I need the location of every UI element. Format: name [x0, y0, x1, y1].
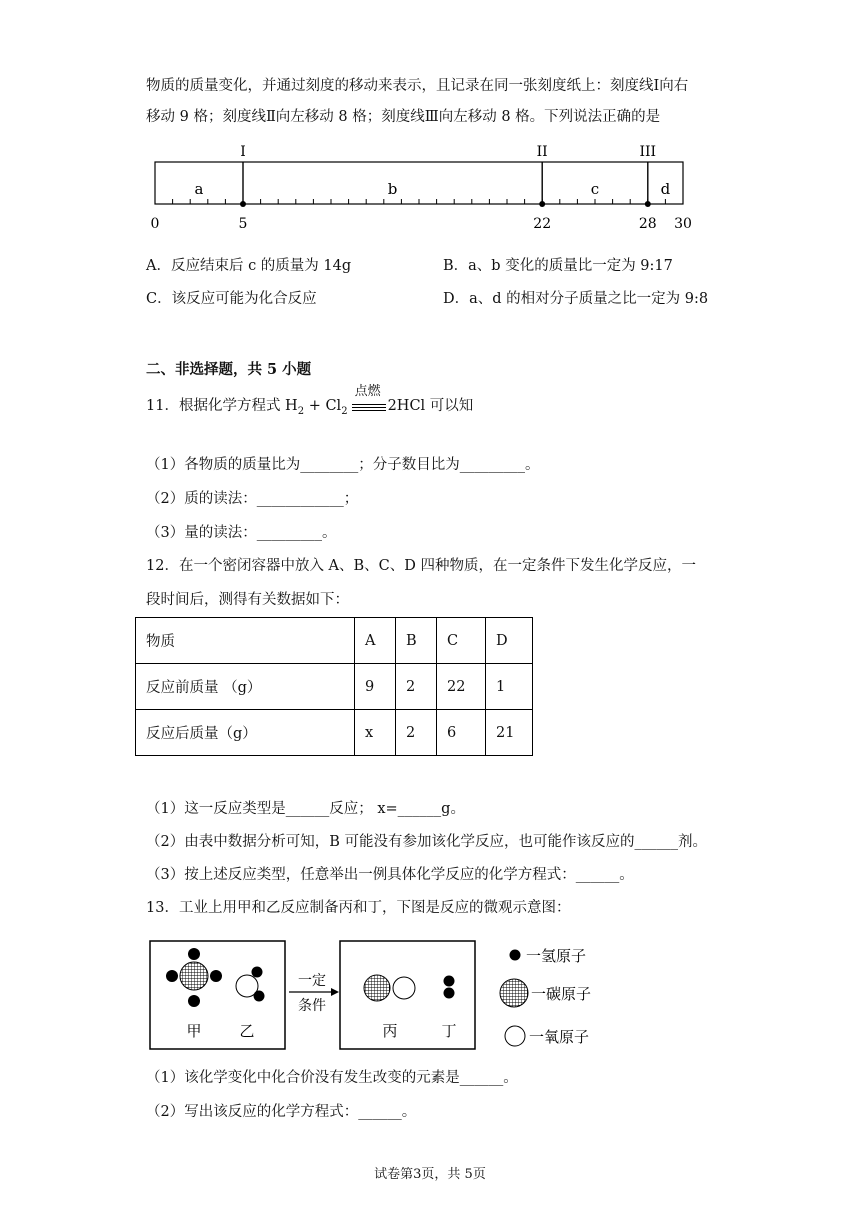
q11-part-2: （2）质的读法：____________；	[146, 491, 359, 507]
section-2-title: 二、非选择题，共 5 小题	[146, 361, 312, 378]
tick-label-28: 28	[638, 216, 657, 232]
marker-dot-3	[645, 201, 651, 207]
label-bing: 丙	[382, 1022, 398, 1040]
table-row	[136, 710, 533, 756]
table-cell: 6	[437, 710, 486, 756]
q12-data-table	[135, 617, 533, 756]
intro-line-1: 物质的质量变化，并通过刻度的移动来表示，且记录在同一张刻度纸上：刻度线Ⅰ向右	[146, 78, 689, 94]
label-jia: 甲	[186, 1022, 202, 1040]
q11-sub-h: 2	[297, 405, 305, 417]
region-label-b: b	[387, 180, 398, 198]
page-footer: 试卷第3页，共 5页	[374, 1167, 486, 1182]
arrow-label-top: 一定	[298, 973, 326, 989]
condition-label: 点燃	[354, 384, 381, 399]
marker-label-1: I	[240, 144, 246, 160]
hydrogen-atom-icon	[510, 950, 521, 961]
oxygen-atom-icon	[505, 1026, 525, 1046]
q12-line-2: 段时间后，测得有关数据如下：	[146, 592, 349, 608]
table-header-row	[136, 618, 533, 664]
table-cell: B	[396, 618, 437, 664]
q12-part-1: （1）这一反应类型是______反应； x=______g。	[146, 801, 465, 817]
table-cell: 9	[355, 664, 396, 710]
table-cell: 1	[486, 664, 533, 710]
molecule-bing	[364, 975, 415, 1001]
q11-suffix: 2HCl 可以知	[387, 398, 474, 414]
marker-label-2: II	[536, 144, 548, 160]
q12-part-2: （2）由表中数据分析可知，B 可能没有参加该化学反应，也可能作该反应的______剂。	[146, 834, 707, 850]
label-yi: 乙	[239, 1022, 255, 1040]
region-label-d: d	[660, 180, 671, 198]
table-cell: 2	[396, 710, 437, 756]
arrow-label-bottom: 条件	[298, 998, 326, 1014]
region-label-c: c	[590, 180, 600, 198]
tick-label-0: 0	[150, 216, 160, 232]
q13-line-1: 13．工业上用甲和乙反应制备丙和丁，下图是反应的微观示意图：	[146, 900, 571, 916]
table-cell: 21	[486, 710, 533, 756]
q11-part-3: （3）量的读法：_________。	[146, 525, 337, 541]
scale-diagram	[140, 136, 710, 236]
q13-part-1: （1）该化学变化中化合价没有发生改变的元素是______。	[146, 1070, 518, 1086]
q11-sub-cl: 2	[341, 405, 348, 417]
table-row	[136, 664, 533, 710]
tick-label-30: 30	[674, 216, 692, 232]
table-cell: 反应后质量（g）	[136, 710, 355, 756]
table-cell: 2	[396, 664, 437, 710]
option-a: A．反应结束后 c 的质量为 14g	[146, 258, 352, 274]
q11-plus: + Cl	[304, 398, 342, 414]
molecule-ding	[444, 976, 455, 999]
tick-label-5: 5	[238, 216, 248, 232]
arrow-icon	[331, 988, 339, 996]
legend	[500, 947, 591, 1046]
marker-dot-2	[539, 201, 545, 207]
table-cell: A	[355, 618, 396, 664]
region-label-a: a	[194, 180, 204, 198]
q12-line-1: 12．在一个密闭容器中放入 A、B、C、D 四种物质，在一定条件下发生化学反应，一	[146, 558, 697, 574]
intro-line-2: 移动 9 格；刻度线Ⅱ向左移动 8 格；刻度线Ⅲ向左移动 8 格。下列说法正确的是	[146, 109, 661, 125]
q11-stem	[146, 384, 474, 417]
reactant-box	[150, 941, 285, 1049]
option-c: C．该反应可能为化合反应	[146, 291, 317, 307]
table-cell: 反应前质量 （g）	[136, 664, 355, 710]
q13-part-2: （2）写出该反应的化学方程式：______。	[146, 1104, 417, 1120]
marker-dot-1	[240, 201, 246, 207]
reaction-micro-diagram	[140, 930, 620, 1055]
legend-carbon: 一碳原子	[531, 985, 592, 1003]
table-cell: 物质	[136, 618, 355, 664]
legend-oxygen: 一氧原子	[529, 1028, 590, 1046]
q12-part-3: （3）按上述反应类型，任意举出一例具体化学反应的化学方程式：______。	[146, 867, 634, 883]
option-b: B．a、b 变化的质量比一定为 9:17	[443, 258, 673, 274]
molecule-jia	[166, 948, 222, 1007]
table-cell: C	[437, 618, 486, 664]
tick-label-22: 22	[533, 216, 552, 232]
option-d: D．a、d 的相对分子质量之比一定为 9:8	[443, 291, 709, 307]
molecule-yi	[236, 967, 265, 1002]
reaction-condition	[348, 384, 388, 416]
q11-part-1: （1）各物质的质量比为________；分子数目比为_________。	[146, 457, 540, 473]
table-cell: 22	[437, 664, 486, 710]
q11-prefix: 11．根据化学方程式 H	[146, 398, 298, 414]
marker-label-3: III	[639, 144, 657, 160]
carbon-atom-icon	[500, 979, 528, 1007]
table-cell: x	[355, 710, 396, 756]
table-cell: D	[486, 618, 533, 664]
legend-hydrogen: 一氢原子	[526, 947, 587, 965]
label-ding: 丁	[441, 1022, 457, 1040]
scale-frame	[155, 162, 683, 204]
